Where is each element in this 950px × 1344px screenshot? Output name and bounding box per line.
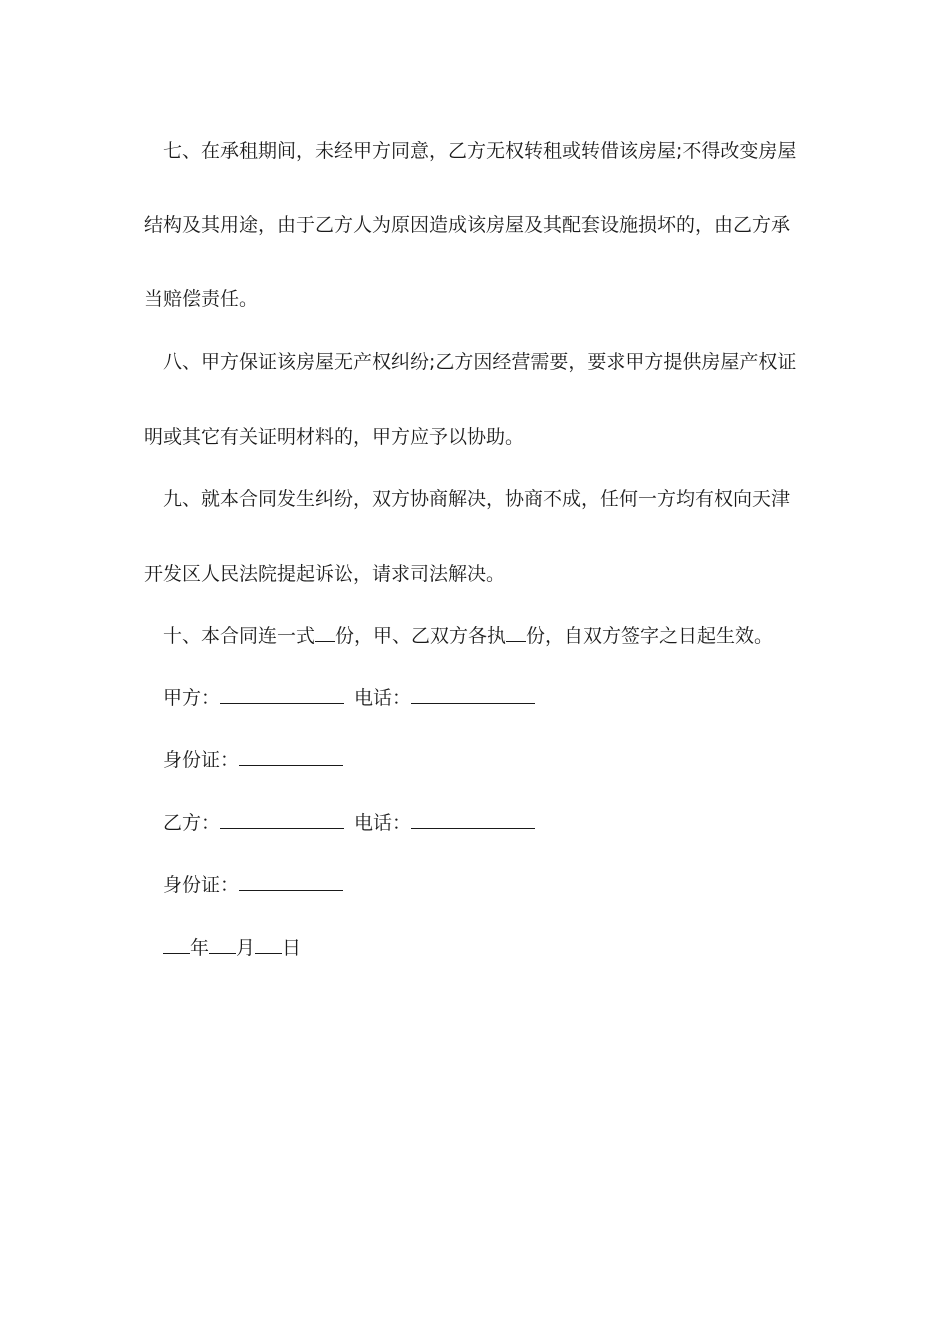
year-label: 年 (190, 937, 210, 959)
party-b-id-row (163, 873, 343, 897)
party-a-id-label: 身份证： (163, 749, 240, 771)
party-a-id-blank (239, 749, 343, 766)
party-a-id-row (163, 748, 343, 772)
party-b-phone-label: 电话： (354, 812, 412, 834)
clause-7-line-2: 结构及其用途，由于乙方人为原因造成该房屋及其配套设施损坏的，由乙方承 (144, 214, 791, 236)
party-b-name-blank (220, 812, 344, 829)
party-a-phone-blank (411, 687, 535, 704)
clause-7-line-3: 当赔偿责任。 (144, 288, 259, 310)
clause-10-part-3: 份，自双方签字之日起生效。 (526, 625, 774, 647)
year-blank (163, 937, 190, 954)
clause-10 (163, 624, 773, 648)
party-a-label: 甲方： (163, 687, 221, 709)
clause-9-line-2: 开发区人民法院提起诉讼，请求司法解决。 (144, 563, 506, 585)
clause-8-line-2: 明或其它有关证明材料的，甲方应予以协助。 (144, 426, 525, 448)
party-b-phone-blank (411, 812, 535, 829)
clause-10-part-2: 份，甲、乙双方各执 (335, 625, 507, 647)
month-label: 月 (236, 937, 256, 959)
clause-9-line-1: 九、就本合同发生纠纷，双方协商解决，协商不成，任何一方均有权向天津 (163, 488, 791, 510)
copies-each-blank (506, 625, 526, 642)
party-b-row (163, 811, 535, 835)
clause-7-line-1: 七、在承租期间，未经甲方同意，乙方无权转租或转借该房屋;不得改变房屋 (163, 140, 797, 162)
date-row (163, 936, 301, 960)
party-a-name-blank (220, 687, 344, 704)
party-a-row (163, 686, 535, 710)
party-b-id-blank (239, 874, 343, 891)
clause-10-part-1: 十、本合同连一式 (163, 625, 316, 647)
party-b-id-label: 身份证： (163, 874, 240, 896)
party-a-phone-label: 电话： (354, 687, 412, 709)
party-b-label: 乙方： (163, 812, 221, 834)
clause-8-line-1: 八、甲方保证该房屋无产权纠纷;乙方因经营需要，要求甲方提供房屋产权证 (163, 351, 797, 373)
copies-total-blank (315, 625, 335, 642)
month-blank (209, 937, 236, 954)
day-label: 日 (282, 937, 302, 959)
day-blank (255, 937, 282, 954)
